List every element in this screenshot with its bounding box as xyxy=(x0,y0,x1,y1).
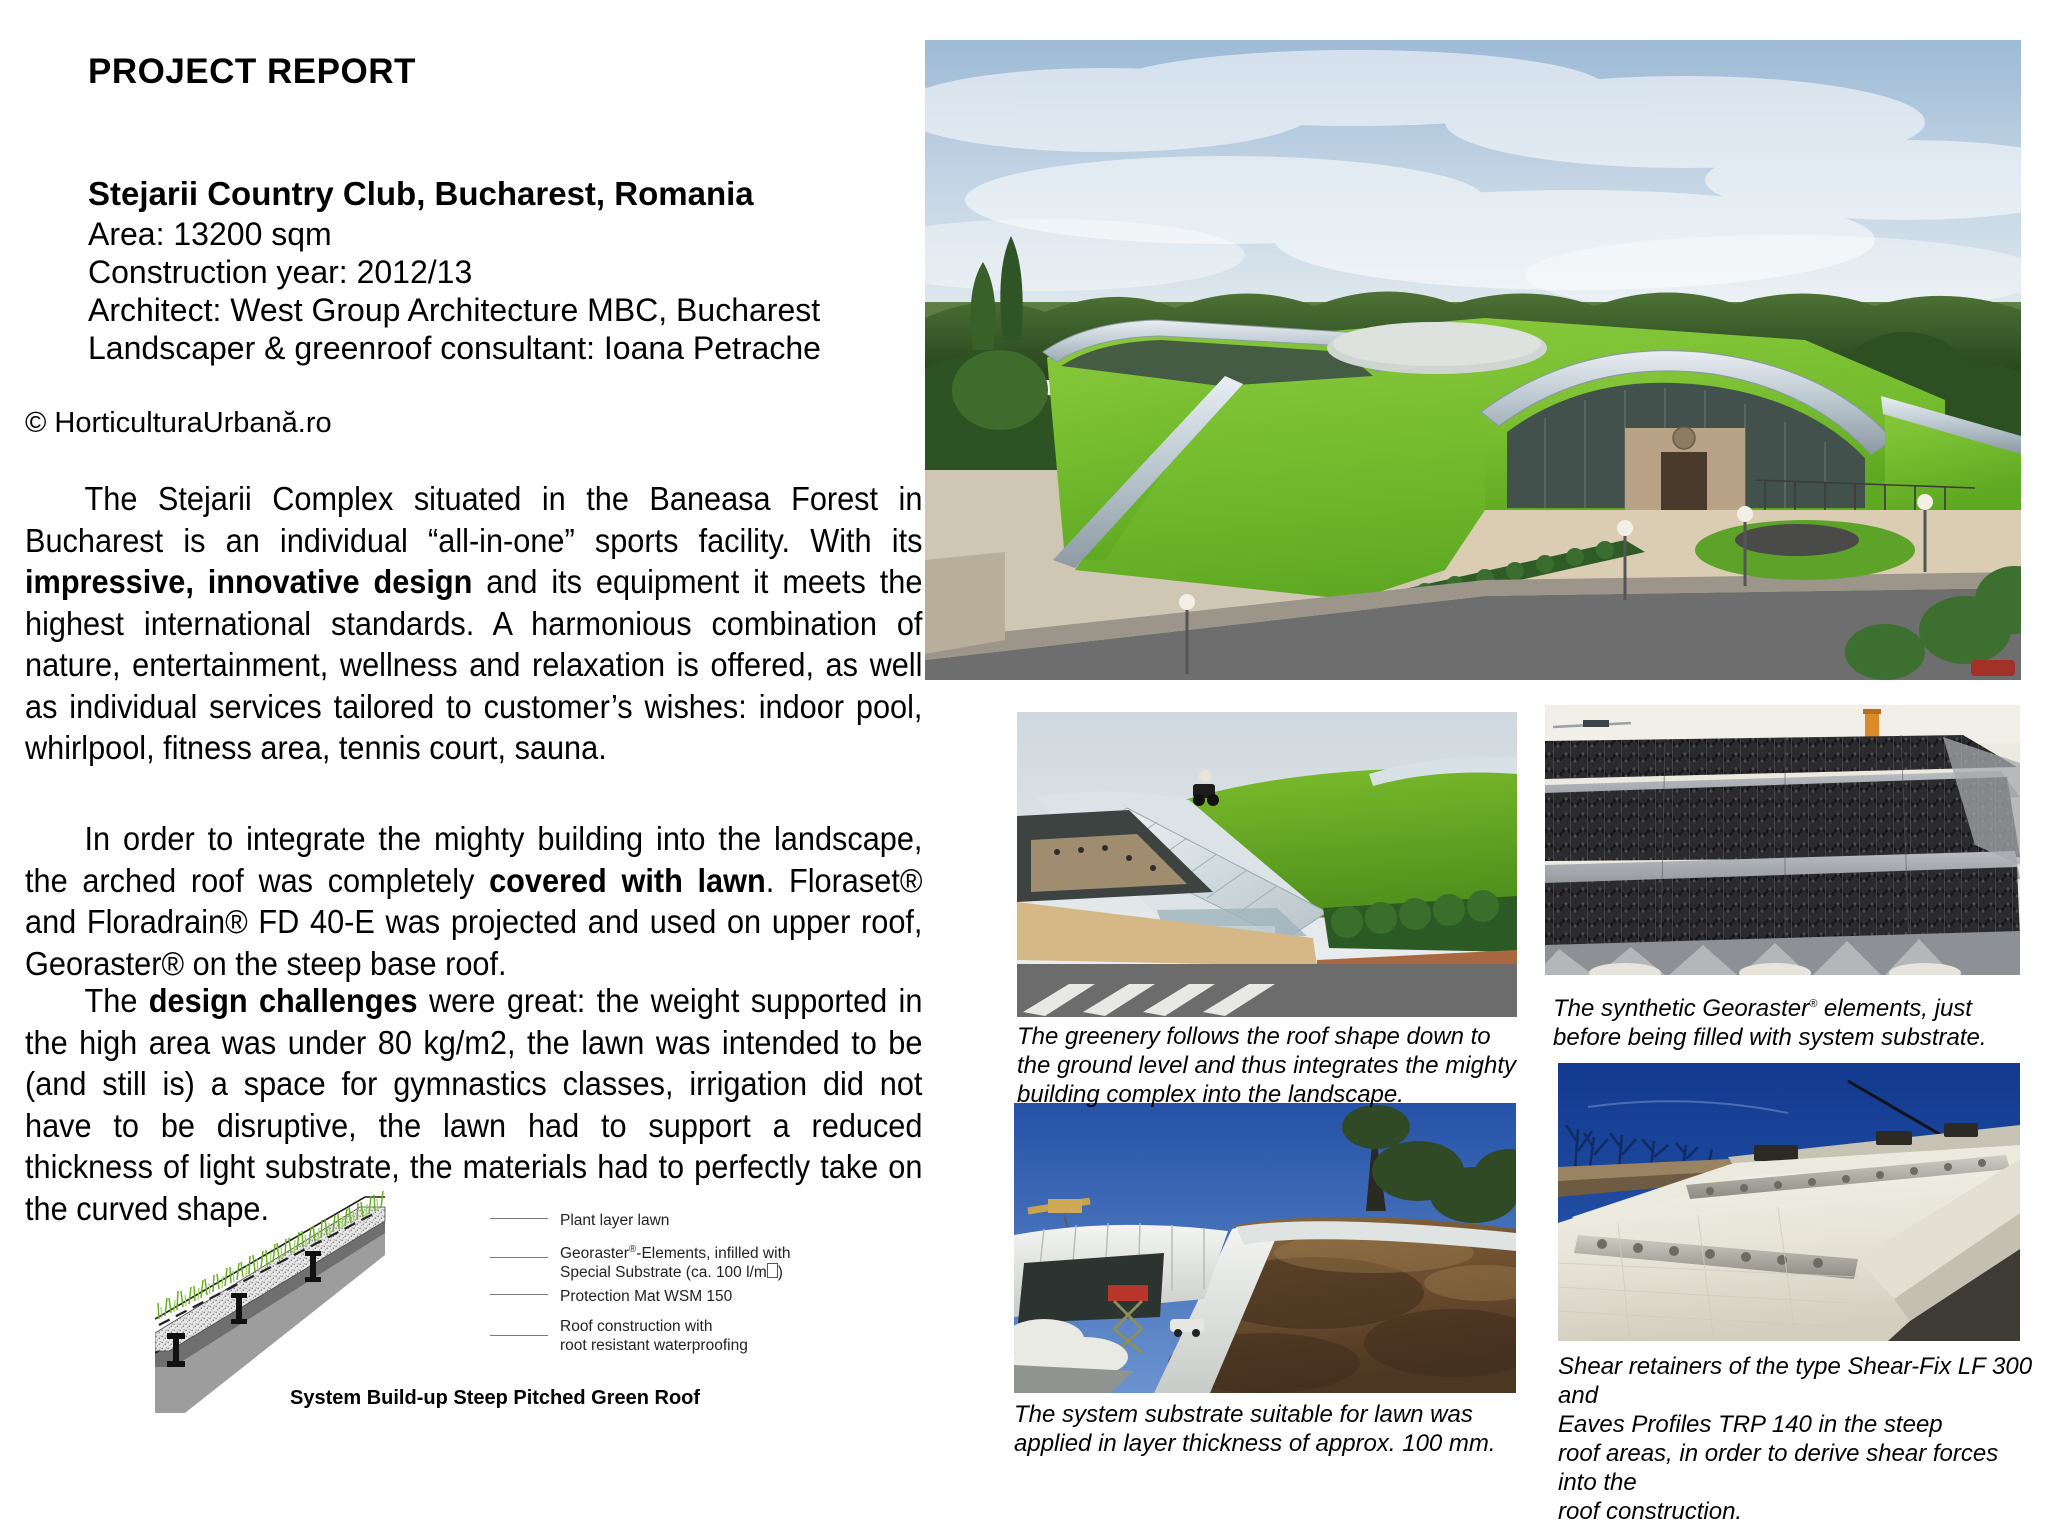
para2-text-b: . Floraset® and Floradrain® FD 40-E was projected and used on upper roof, Georaster® on the steep base roof. xyxy=(25,861,923,982)
body-paragraph-1 xyxy=(25,478,922,769)
para3-text-b: were great: the weight supported in the high area was under 80 kg/m2, the lawn was intended to be (and still is) a space for gymnastics classes, irrigation did not have to be disruptive, the lawn had to support a reduced thickness of light substrate, the materials had to perfectly take on the curved shape. xyxy=(25,982,923,1227)
legend-item-georaster xyxy=(560,1240,800,1282)
legend-label-georaster-a: Georaster xyxy=(560,1245,629,1263)
caption-shearfix-line1: Shear retainers of the type Shear-Fix LF 300 and xyxy=(1558,1353,2033,1409)
photo-substrate-graphic xyxy=(1014,1103,1516,1393)
project-landscaper: Landscaper & greenroof consultant: Ioana Petrache xyxy=(88,330,821,366)
leader-line-3 xyxy=(490,1294,548,1295)
caption-roof-slope: The greenery follows the roof shape down to the ground level and thus integrates the mighty building complex into the landscape. xyxy=(1017,1023,1516,1108)
caption-shearfix-line2: Eaves Profiles TRP 140 in the steep xyxy=(1558,1411,1943,1438)
system-buildup-diagram xyxy=(155,1185,795,1470)
caption-shearfix-line4: roof construction. xyxy=(1558,1498,1743,1525)
photo-slope-graphic xyxy=(1017,712,1517,1017)
para3-text-a: The xyxy=(84,982,149,1019)
legend-label-substrate-b: ) xyxy=(777,1264,783,1282)
text-column xyxy=(0,0,1010,1476)
project-title: Stejarii Country Club, Bucharest, Romania xyxy=(88,175,754,212)
project-area: Area: 13200 sqm xyxy=(88,216,332,252)
legend-item-roof-construction xyxy=(560,1317,800,1355)
hero-photo-aerial-view xyxy=(925,40,2021,680)
caption-shearfix xyxy=(1558,1352,2036,1526)
roof-buildup-illustration xyxy=(155,1185,495,1415)
legend-label-roof-line2: root resistant waterproofing xyxy=(560,1337,748,1354)
para2-bold: covered with lawn xyxy=(489,861,766,899)
leader-line-1 xyxy=(490,1218,548,1219)
legend-item-protection-mat xyxy=(560,1287,800,1306)
caption-georaster xyxy=(1553,990,2023,1052)
legend-item-plant-layer xyxy=(560,1211,800,1230)
para1-text-b: and its equipment it meets the highest international standards. A harmonious combination of nature, entertainment, wellness and relaxation is offered, as well as individual services tailored to customer’s wishes: indoor pool, whirlpool, fitness area, tennis court, sauna. xyxy=(25,563,923,766)
photo-georaster-graphic xyxy=(1545,705,2020,975)
diagram-caption: System Build-up Steep Pitched Green Roof xyxy=(290,1387,701,1409)
leader-line-2 xyxy=(490,1257,548,1258)
caption-georaster-b: elements, just before being filled with system substrate. xyxy=(1553,995,1987,1051)
project-architect: Architect: West Group Architecture MBC, Bucharest xyxy=(88,292,821,328)
legend-label-georaster-b: -Elements, infilled with xyxy=(636,1245,791,1263)
body-paragraph-2 xyxy=(25,818,922,984)
caption-georaster-a: The synthetic Georaster xyxy=(1553,995,1810,1022)
copyright-notice: © HorticulturaUrbană.ro xyxy=(25,407,332,439)
legend-label-plant-layer: Plant layer lawn xyxy=(560,1212,670,1229)
registered-mark-icon: ® xyxy=(1809,998,1818,1010)
para1-bold: impressive, innovative design xyxy=(25,563,473,600)
photo-roof-slope-greenery xyxy=(1017,712,1517,1017)
photo-system-substrate-application xyxy=(1014,1103,1516,1393)
legend-label-roof-line1: Roof construction with xyxy=(560,1318,713,1335)
caption-substrate: The system substrate suitable for lawn was applied in layer thickness of approx. 100 mm. xyxy=(1014,1401,1496,1457)
para2-text-a: In order to integrate the mighty building into the landscape, the arched roof was completely xyxy=(25,820,923,899)
missing-glyph-box-icon xyxy=(767,1263,778,1278)
photo-georaster-elements xyxy=(1545,705,2020,975)
legend-label-protection-mat: Protection Mat WSM 150 xyxy=(560,1288,733,1305)
photo-shear-retainers xyxy=(1558,1063,2020,1341)
project-construction-year: Construction year: 2012/13 xyxy=(88,254,473,290)
project-meta-block xyxy=(88,175,968,367)
photo-shearfix-graphic xyxy=(1558,1063,2020,1341)
caption-shearfix-line3: roof areas, in order to derive shear forces into the xyxy=(1558,1440,1999,1496)
hero-photo-graphic xyxy=(925,40,2021,680)
leader-line-4 xyxy=(490,1335,548,1336)
page-title: PROJECT REPORT xyxy=(88,52,416,91)
para1-text-a: The Stejarii Complex situated in the Baneasa Forest in Bucharest is an individual “all-in-one” sports facility. With its xyxy=(25,480,923,559)
registered-mark-icon: ® xyxy=(628,1244,637,1255)
legend-label-substrate-a: Special Substrate (ca. 100 l/m xyxy=(560,1264,767,1282)
para3-bold: design challenges xyxy=(148,982,418,1019)
